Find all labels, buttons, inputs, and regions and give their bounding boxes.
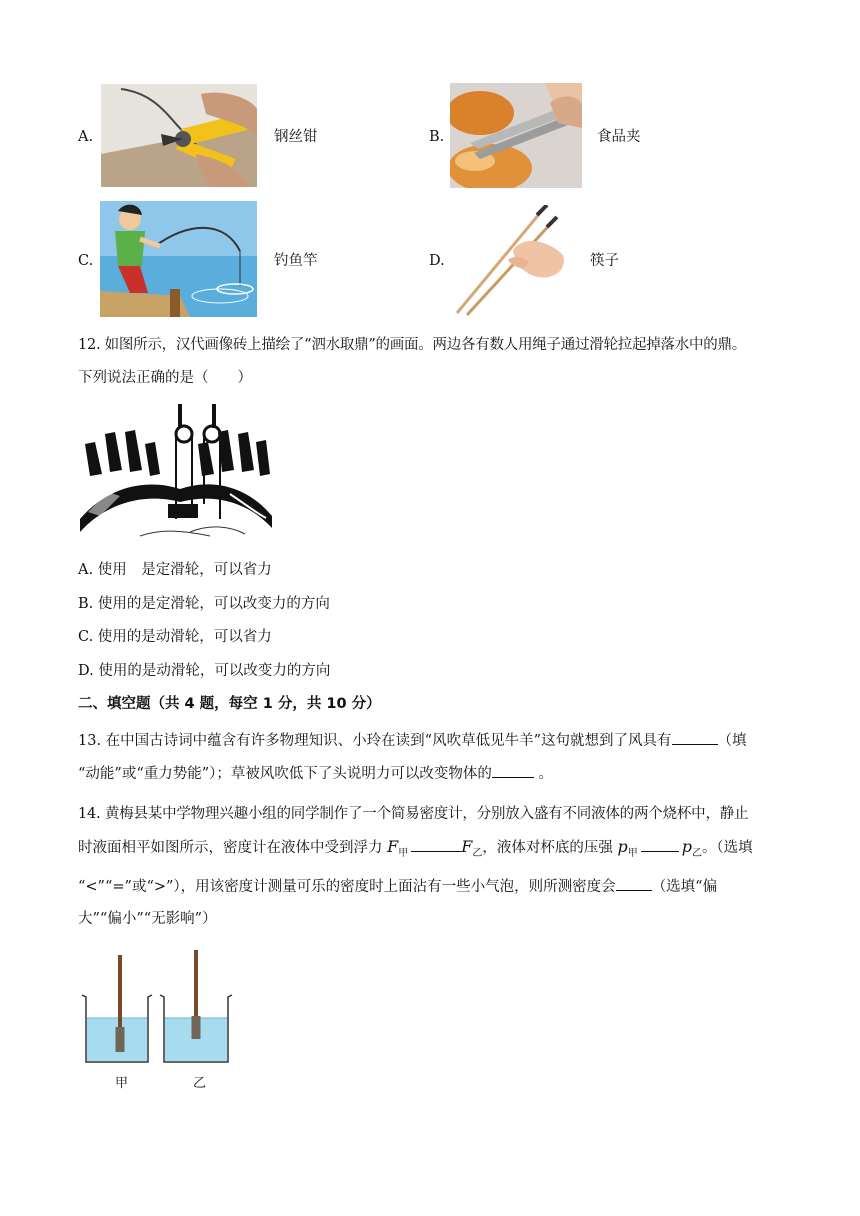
q12-stem-line1: 12. 如图所示，汉代画像砖上描绘了“泗水取鼎”的画面。两边各有数人用绳子通过滑轮拉起掉落水中的鼎。 xyxy=(78,337,746,353)
q12-option-a: A. 使用 是定滑轮，可以省力 xyxy=(78,562,272,578)
beaker-diagram xyxy=(76,950,238,1070)
q12-stem-line2: 下列说法正确的是（ ） xyxy=(78,370,252,386)
q14-text: （选填“偏 xyxy=(651,879,718,895)
q13-text: （填 xyxy=(717,733,747,749)
option-label: 钢丝钳 xyxy=(274,129,318,145)
q14-line2 xyxy=(78,837,753,864)
beakers-icon xyxy=(76,950,238,1070)
beaker-label-jia: 甲 xyxy=(115,1076,129,1091)
pliers-photo-icon xyxy=(101,84,257,187)
chopsticks-photo-icon xyxy=(453,205,575,317)
answer-blank[interactable] xyxy=(492,763,534,778)
subscript: 甲 xyxy=(627,847,638,859)
option-letter: C. xyxy=(78,253,94,269)
option-letter: A. xyxy=(78,129,94,145)
option-letter: D. xyxy=(429,253,445,269)
q13-line1 xyxy=(78,730,747,751)
q13-text: 。 xyxy=(533,766,554,782)
option-label: 筷子 xyxy=(590,253,619,269)
q12-option-b: B. 使用的是定滑轮，可以改变力的方向 xyxy=(78,596,330,612)
q14-text: 。（选填 xyxy=(701,840,753,856)
answer-blank[interactable] xyxy=(411,837,461,852)
q13-text: “动能”或“重力势能”）；草被风吹低下了头说明力可以改变物体的 xyxy=(78,766,492,782)
answer-blank[interactable] xyxy=(641,837,679,852)
section-title: 二、填空题（共 4 题，每空 1 分，共 10 分） xyxy=(78,696,381,712)
q14-text: “<”“=”或“>”），用该密度计测量可乐的密度时上面沾有一些小气泡，则所测密度会 xyxy=(78,879,616,895)
fishing-rod-cartoon-icon xyxy=(100,201,257,317)
q14-line1: 14. 黄梅县某中学物理兴趣小组的同学制作了一个简易密度计，分别放入盛有不同液体的两个烧杯中，静止 xyxy=(78,806,749,822)
subscript: 甲 xyxy=(398,847,409,859)
food-tongs-photo-icon xyxy=(450,83,582,188)
q14-text: 时液面相平如图所示，密度计在液体中受到浮力 xyxy=(78,840,388,856)
q14-line3 xyxy=(78,876,717,897)
force-symbol: F xyxy=(387,837,399,856)
q14-line4: 大”“偏小”“无影响”） xyxy=(78,911,217,927)
force-symbol: F xyxy=(461,837,473,856)
q12-option-c: C. 使用的是动滑轮，可以省力 xyxy=(78,629,272,645)
subscript: 乙 xyxy=(472,847,483,859)
beaker-label-yi: 乙 xyxy=(193,1076,207,1091)
q12-option-d: D. 使用的是动滑轮，可以改变力的方向 xyxy=(78,663,331,679)
option-label: 食品夹 xyxy=(597,129,641,145)
pressure-symbol: p xyxy=(617,837,628,856)
q13-line2 xyxy=(78,763,553,784)
option-letter: B. xyxy=(429,129,445,145)
option-label: 钓鱼竿 xyxy=(274,253,318,269)
pressure-symbol: p xyxy=(681,837,692,856)
answer-blank[interactable] xyxy=(616,876,652,891)
pulley-tile-illustration-icon xyxy=(80,404,272,540)
q14-text: ，液体对杯底的压强 xyxy=(482,840,618,856)
q13-text: 13. 在中国古诗词中蕴含有许多物理知识、小玲在读到“风吹草低见牛羊”这句就想到了风具有 xyxy=(78,733,672,749)
subscript: 乙 xyxy=(691,847,702,859)
answer-blank[interactable] xyxy=(672,730,718,745)
